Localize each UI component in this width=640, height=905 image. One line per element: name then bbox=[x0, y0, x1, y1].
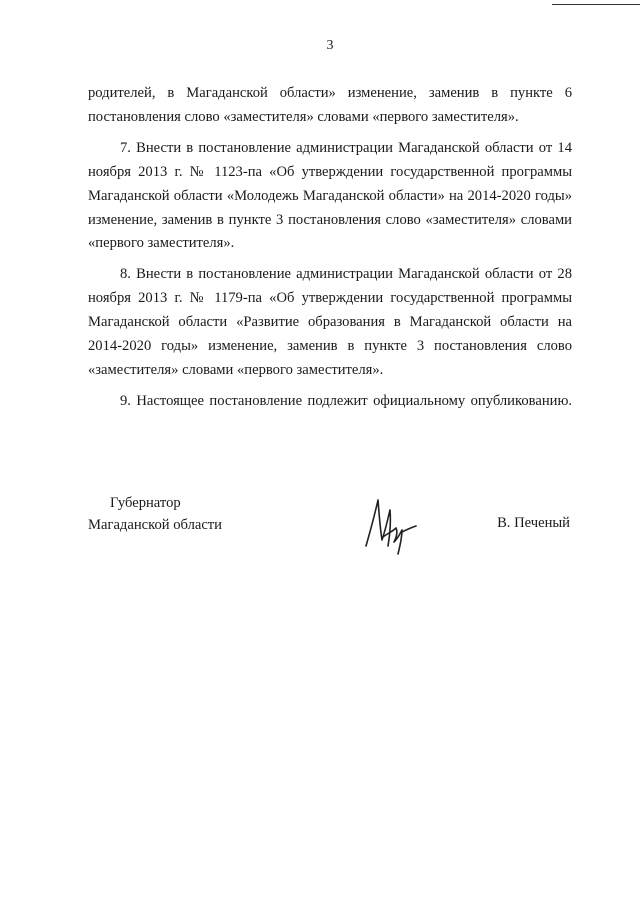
signatory-title-line2: Магаданской области bbox=[88, 517, 222, 533]
paragraph-item-7: 7. Внести в постановление администрации Магаданской области от 14 ноября 2013 г. № 1123-па «Об утверждении государственной программы Магаданской области «Молодежь Магаданской области» на 2014-2020 годы» изменение, заменив в пункте 3 постановления слово «заместителя» словами «первого заместителя». bbox=[88, 139, 572, 252]
signatory-title-line1: Губернатор bbox=[110, 495, 181, 511]
document-body bbox=[88, 82, 572, 414]
handwritten-signature bbox=[360, 488, 420, 558]
signatory-title bbox=[88, 492, 222, 536]
paragraph-item-8: 8. Внести в постановление администрации Магаданской области от 28 ноября 2013 г. № 1179-па «Об утверждении государственной программы Магаданской области «Развитие образования в Магаданской области на 2014-2020 годы» изменение, заменив в пункте 3 постановления слово «заместителя» словами «первого заместителя». bbox=[88, 266, 572, 378]
top-edge-rule bbox=[552, 4, 640, 5]
paragraph-continuation: родителей, в Магаданской области» изменение, заменив в пункте 6 постановления слово «заместителя» словами «первого заместителя». bbox=[88, 85, 572, 125]
page-number: 3 bbox=[326, 38, 334, 53]
paragraph-item-9: 9. Настоящее постановление подлежит официальному опубликованию. bbox=[120, 392, 572, 409]
signatory-name: В. Печеный bbox=[497, 515, 570, 531]
